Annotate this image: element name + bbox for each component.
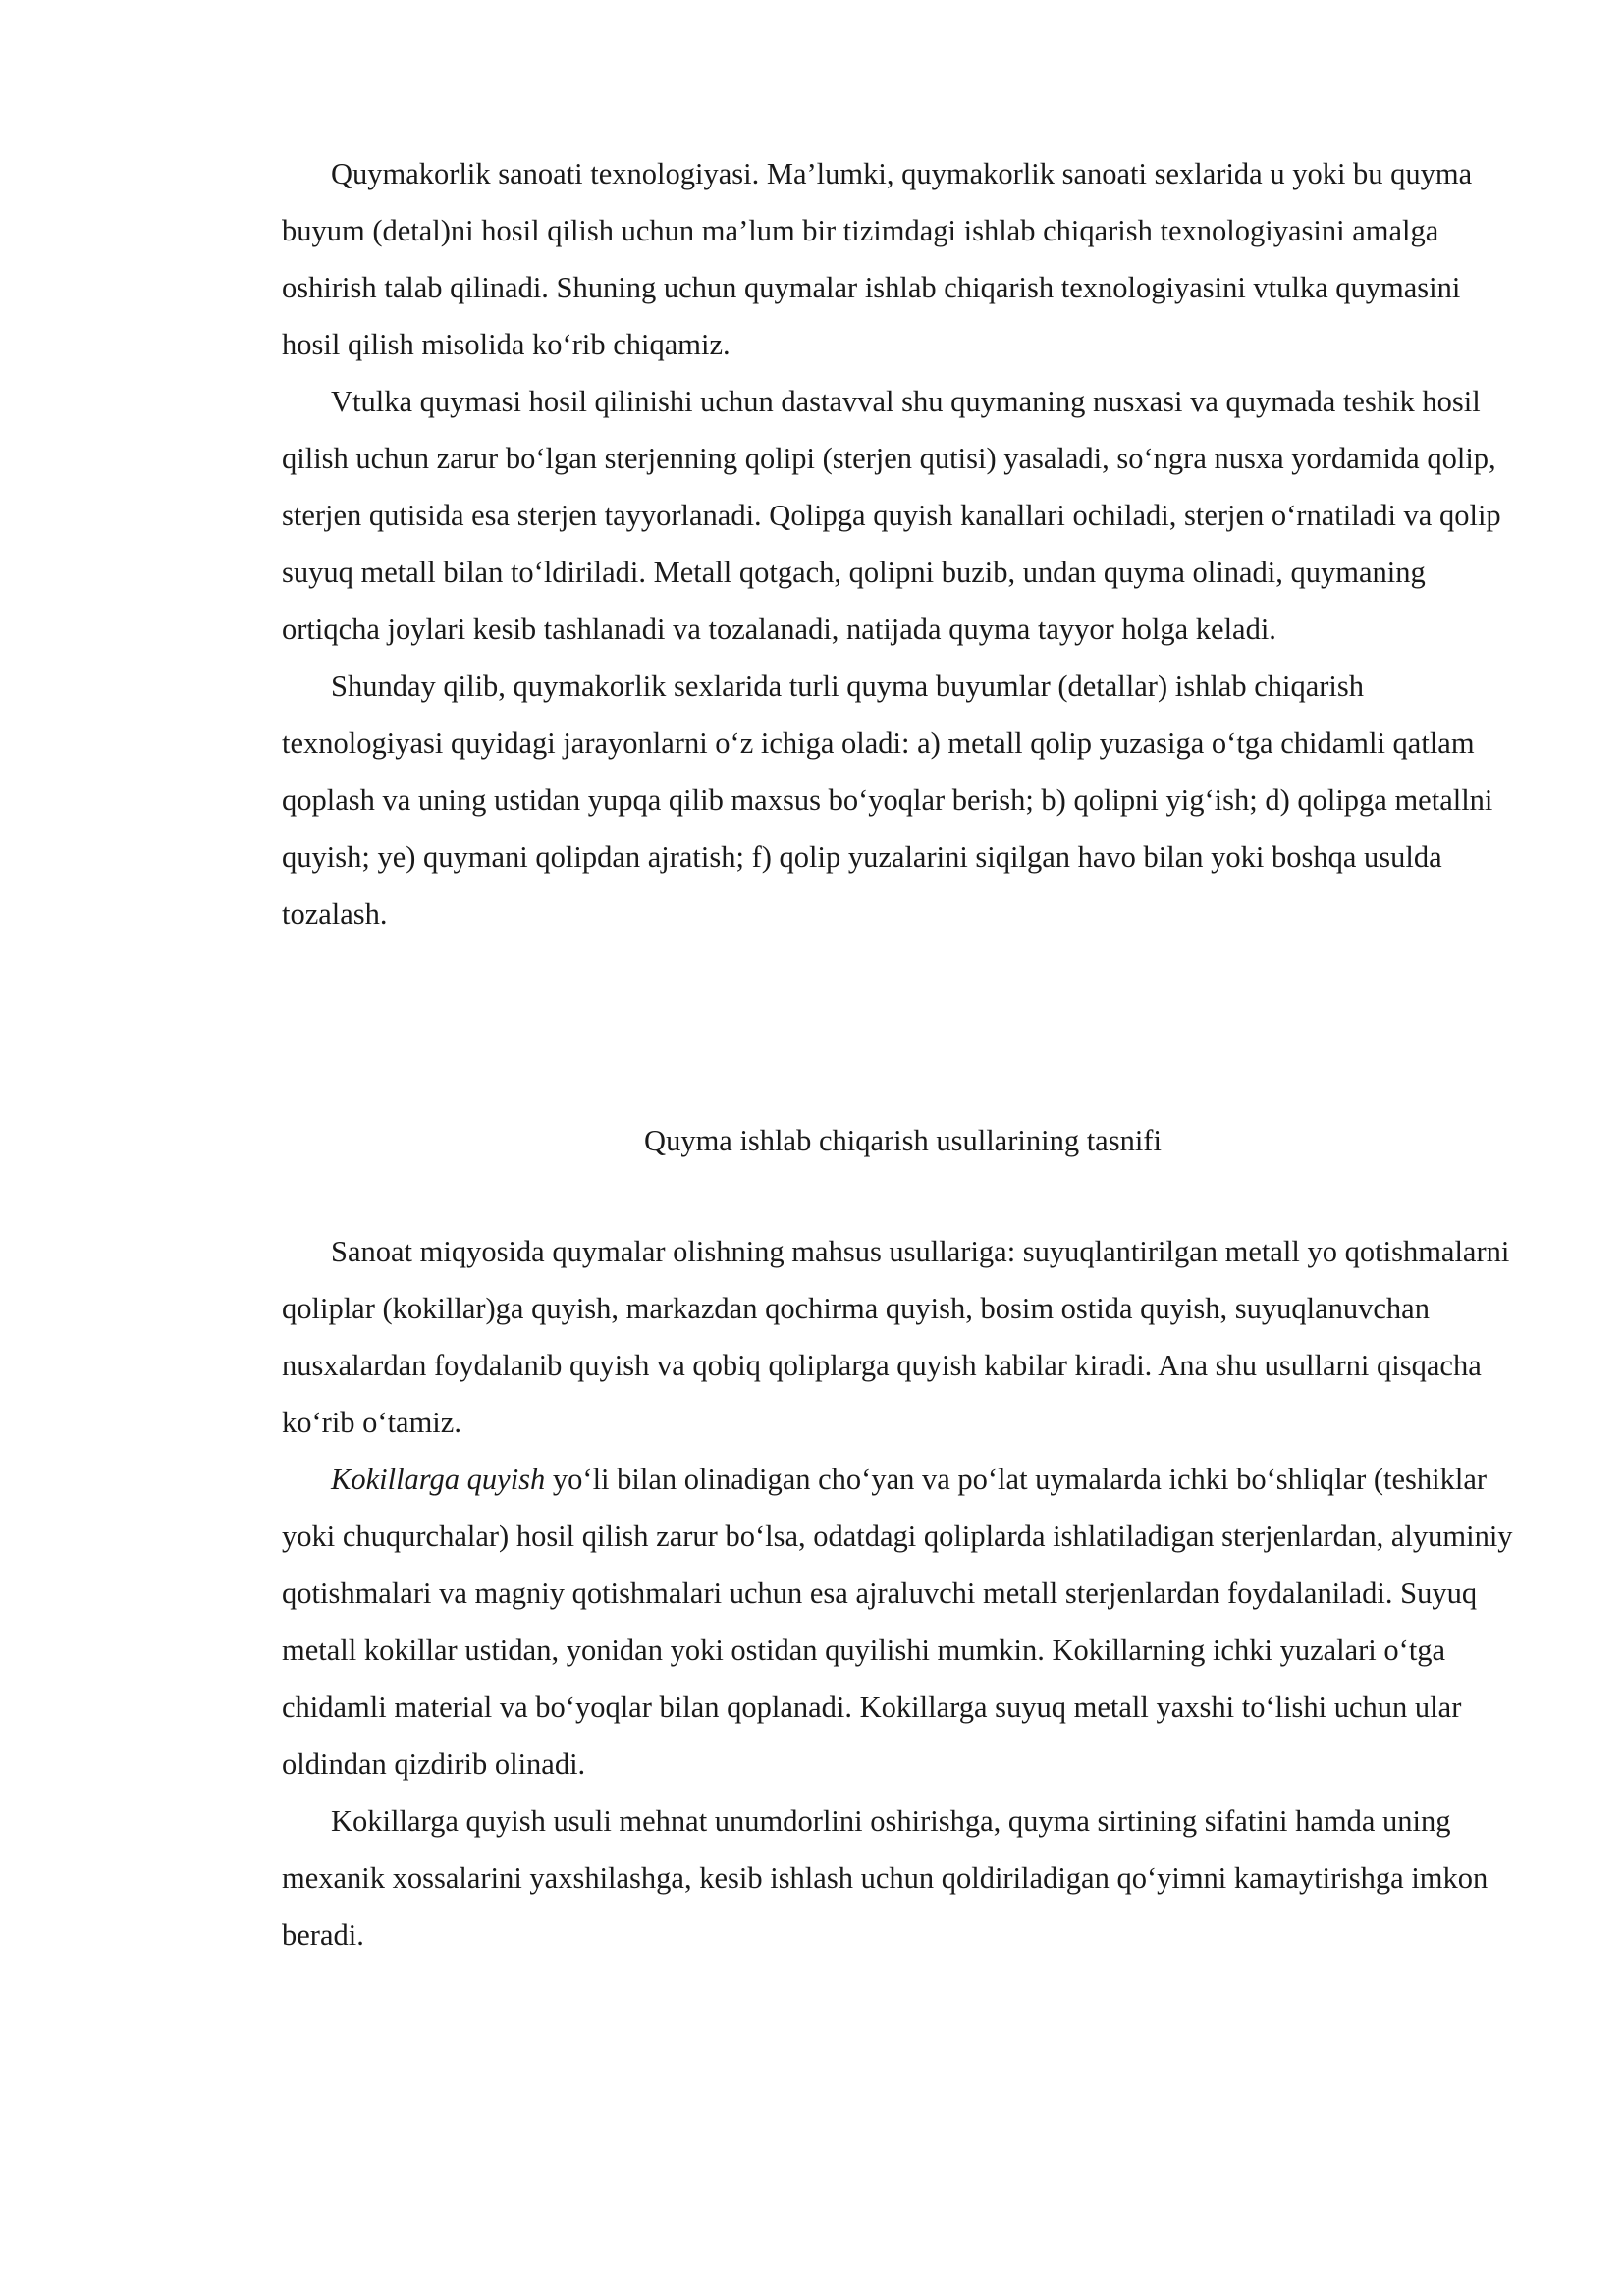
paragraph-chill-mold-casting — [282, 1451, 1524, 1792]
methods-section — [282, 1223, 1524, 1963]
paragraph-special-methods: Sanoat miqyosida quymalar olishning mahsus usullariga: suyuqlantirilgan metall yo qotishmalarni qoliplar (kokillar)ga quyish, markazdan qochirma quyish, bosim ostida quyish, suyuqlanuvchan nusxalardan foydalanib quyish va qobiq qoliplarga quyish kabilar kiradi. Ana shu usullarni qisqacha ko‘rib o‘tamiz. — [282, 1235, 1510, 1439]
intro-section — [282, 145, 1524, 942]
paragraph-bushing-casting: Vtulka quymasi hosil qilinishi uchun dastavval shu quymaning nusxasi va quymada teshik hosil qilish uchun zarur bo‘lgan sterjenning qolipi (sterjen qutisi) yasaladi, so‘ngra nusxa yordamida qolip, sterjen qutisida esa sterjen tayyorlanadi. Qolipga quyish kanallari ochiladi, sterjen o‘rnatiladi va qolip suyuq metall bilan to‘ldiriladi. Metall qotgach, qolipni buzib, undan quyma olinadi, quymaning ortiqcha joylari kesib tashlanadi va tozalanadi, natijada quyma tayyor holga keladi. — [282, 385, 1501, 646]
paragraph-advantages: Kokillarga quyish usuli mehnat unumdorlini oshirishga, quyma sirtining sifatini hamda uning mexanik xossalarini yaxshilashga, kesib ishlash uchun qoldiriladigan qo‘yimni kamaytirishga imkon beradi. — [282, 1804, 1489, 1951]
section-heading: Quyma ishlab chiqarish usullarining tasnifi — [644, 1124, 1162, 1157]
paragraph-chill-mold-text: yo‘li bilan olinadigan cho‘yan va po‘lat uymalarda ichki bo‘shliqlar (teshiklar yoki chuqurchalar) hosil qilish zarur bo‘lsa, odatdagi qoliplarda ishlatiladigan sterjenlardan, alyuminiy qotishmalari va magniy qotishmalari uchun esa ajraluvchi metall sterjenlardan foydalaniladi. Suyuq metall kokillar ustidan, yonidan yoki ostidan quyilishi mumkin. Kokillarning ichki yuzalari o‘tga chidamli material va bo‘yoqlar bilan qoplanadi. Kokillarga suyuq metall yaxshi to‘lishi uchun ular oldindan qizdirib olinadi. — [282, 1463, 1513, 1781]
paragraph-technology-intro: Quymakorlik sanoati texnologiyasi. Ma’lumki, quymakorlik sanoati sexlarida u yoki bu quyma buyum (detal)ni hosil qilish uchun ma’lum bir tizimdagi ishlab chiqarish texnologiyasini amalga oshirish talab qilinadi. Shuning uchun quymalar ishlab chiqarish texnologiyasini vtulka quymasini hosil qilish misolida ko‘rib chiqamiz. — [282, 157, 1473, 361]
paragraph-process-steps: Shunday qilib, quymakorlik sexlarida turli quyma buyumlar (detallar) ishlab chiqarish texnologiyasi quyidagi jarayonlarni o‘z ichiga oladi: a) metall qolip yuzasiga o‘tga chidamli qatlam qoplash va uning ustidan yupqa qilib maxsus bo‘yoqlar berish; b) qolipni yig‘ish; d) qolipga metallni quyish; ye) quymani qolipdan ajratish; f) qolip yuzalarini siqilgan havo bilan yoki boshqa usulda tozalash. — [282, 669, 1493, 931]
term-kokil-casting: Kokillarga quyish — [331, 1463, 546, 1496]
